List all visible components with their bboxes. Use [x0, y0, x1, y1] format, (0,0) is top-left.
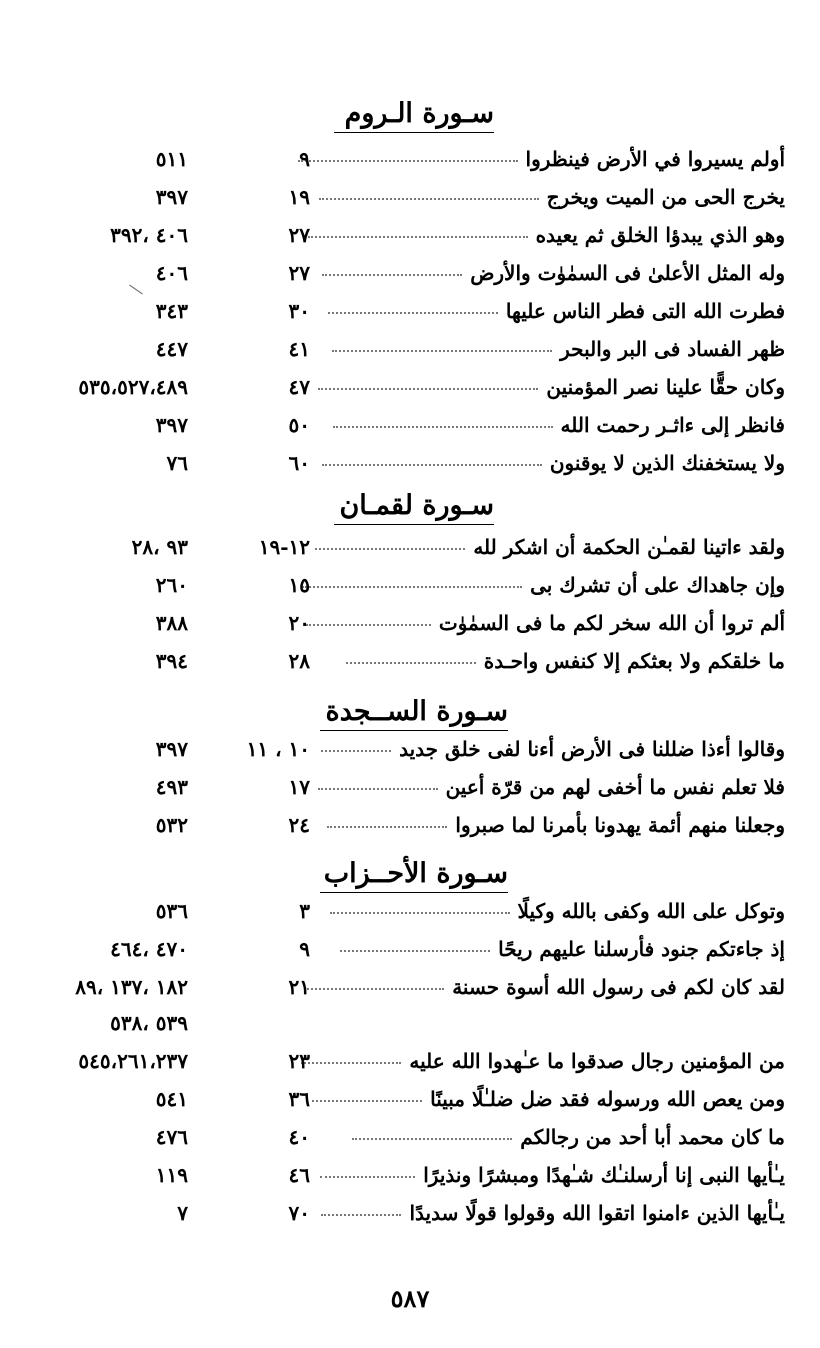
- index-row: [0, 970, 820, 1008]
- index-row: [0, 332, 820, 370]
- ayah-number: ٢١: [288, 975, 310, 999]
- page-number: ٥٨٧: [390, 1284, 430, 1313]
- ayah-number: ١٢-١٩: [258, 535, 310, 559]
- ayah-number: ٧٠: [288, 1201, 310, 1225]
- ayah-number: ٣٠: [288, 299, 310, 323]
- dot-leader: [322, 274, 462, 276]
- title-underline: [334, 132, 494, 133]
- dot-leader: [328, 312, 498, 314]
- dot-leader: [319, 198, 539, 200]
- verse-text: فطرت الله التى فطر الناس عليها: [328, 294, 785, 328]
- index-row: [0, 1196, 820, 1234]
- index-row: [0, 218, 820, 256]
- ayah-number: ٢٨: [288, 649, 310, 673]
- verse-text: يـٰأيها النبى إنا أرسلنـٰك شـٰهدًا ومبشرًا ونذيرًا: [320, 1158, 785, 1192]
- dot-leader: [330, 912, 510, 914]
- verse-text: وهو الذي يبدؤا الخلق ثم يعيده: [308, 218, 785, 252]
- ayah-number: ٥٠: [288, 413, 310, 437]
- verse-text: ألم تروا أن الله سخر لكم ما فى السمٰوٰت: [306, 606, 785, 640]
- ayah-number: ٣٦: [288, 1087, 310, 1111]
- ayah-number: ٤٧: [288, 375, 310, 399]
- verse-text: وكان حقًّا علينا نصر المؤمنين: [318, 370, 785, 404]
- ayah-number: ١٩: [288, 185, 310, 209]
- page-references: ٥٣٢: [155, 813, 188, 837]
- ayah-number: ١٥: [288, 573, 310, 597]
- surah-title: سـورة لقمـان: [339, 490, 494, 521]
- verse-text: فانظر إلى ءاثـر رحمت الله: [333, 408, 785, 442]
- index-row: [0, 1044, 820, 1082]
- page-references: ١١٩: [155, 1163, 188, 1187]
- page-references: ٥١١: [155, 147, 188, 171]
- verse-text: ومن يعص الله ورسوله فقد ضل ضلـٰلًا مبينًا: [312, 1082, 785, 1116]
- dot-leader: [312, 1100, 422, 1102]
- index-row: [0, 408, 820, 446]
- index-row: [0, 1082, 820, 1120]
- dot-leader: [318, 788, 438, 790]
- dot-leader: [320, 1176, 415, 1178]
- ayah-number: ٩: [299, 147, 310, 171]
- dot-leader: [321, 1214, 401, 1216]
- dot-leader: [306, 624, 431, 626]
- page-references: ٤٠٦: [155, 261, 188, 285]
- verse-text: ما كان محمد أبا أحد من رجالكم: [352, 1120, 785, 1154]
- index-row: [0, 530, 820, 568]
- page-references: ٣٤٣: [155, 299, 188, 323]
- verse-text: ولا يستخفنك الذين لا يوقنون: [322, 446, 785, 480]
- page-references: ٣٩٧: [155, 413, 188, 437]
- verse-text: وإن جاهداك على أن تشرك بى: [302, 568, 785, 602]
- index-row: [0, 180, 820, 218]
- page-references: ٤٧٦: [155, 1125, 188, 1149]
- verse-text: وجعلنا منهم أئمة يهدونا بأمرنا لما صبروا: [327, 808, 785, 842]
- dot-leader: [340, 950, 490, 952]
- verse-text: وله المثل الأعلىٰ فى السمٰوٰت والأرض: [322, 256, 785, 290]
- page-references: ٤٠٦ ،٣٩٢: [110, 223, 188, 247]
- index-row: [0, 256, 820, 294]
- ayah-number: ١٠ ، ١١: [246, 737, 310, 761]
- verse-text: ما خلقكم ولا بعثكم إلا كنفس واحـدة: [346, 644, 785, 678]
- ayah-number: ٤٠: [288, 1125, 310, 1149]
- page-references: ٣٩٧: [155, 185, 188, 209]
- verse-text: فلا تعلم نفس ما أخفى لهم من قرّة أعين: [318, 770, 785, 804]
- surah-title: سـورة الأحــزاب: [323, 858, 508, 889]
- verse-text: أولم يسيروا في الأرض فينظروا: [298, 142, 785, 176]
- title-underline: [320, 892, 508, 893]
- ayah-number: ٢٧: [288, 261, 310, 285]
- surah-title: سـورة الـروم: [344, 98, 494, 129]
- verse-text: وقالوا أءذا ضللنا فى الأرض أءنا لفى خلق جديد: [321, 732, 785, 766]
- page-references: ٧٦: [166, 451, 188, 475]
- page-references: ١٨٢ ،١٣٧ ،٨٩: [75, 975, 188, 999]
- page-references: ٥٣٦: [155, 899, 188, 923]
- verse-text: ظهر الفساد فى البر والبحر: [332, 332, 785, 366]
- verse-text: من المؤمنين رجال صدقوا ما عـٰهدوا الله عليه: [301, 1044, 785, 1078]
- index-row: [0, 770, 820, 808]
- dot-leader: [308, 236, 528, 238]
- ayah-number: ٩: [299, 937, 310, 961]
- index-row: [0, 1158, 820, 1196]
- ayah-number: ١٧: [288, 775, 310, 799]
- page-references: ٤٩٣: [155, 775, 188, 799]
- index-row: [0, 894, 820, 932]
- ayah-number: ٣: [299, 899, 310, 923]
- dot-leader: [318, 388, 538, 390]
- page-references: ٣٨٨: [155, 611, 188, 635]
- ayah-number: ٢٤: [288, 813, 310, 837]
- page-references: ٣٩٧: [155, 737, 188, 761]
- verse-text: ولقد ءاتينا لقمـٰن الحكمة أن اشكر لله: [315, 530, 785, 564]
- index-row: [0, 932, 820, 970]
- dot-leader: [321, 750, 391, 752]
- dot-leader: [333, 426, 553, 428]
- surah-title: سـورة الســجدة: [325, 696, 508, 727]
- ayah-number: ٢٣: [288, 1049, 310, 1073]
- verse-text: يخرج الحى من الميت ويخرج: [319, 180, 785, 214]
- index-row: [0, 568, 820, 606]
- index-row: [0, 370, 820, 408]
- index-row: [0, 1120, 820, 1158]
- ayah-number: ٤٦: [288, 1163, 310, 1187]
- page-references: ٤٤٧: [155, 337, 188, 361]
- page-references: ٥٤١: [155, 1087, 188, 1111]
- verse-text: إذ جاءتكم جنود فأرسلنا عليهم ريحًا: [340, 932, 785, 966]
- page-references: ٤٧٠ ،٤٦٤: [110, 937, 188, 961]
- index-row: [0, 294, 820, 332]
- title-underline: [320, 730, 508, 731]
- page-references: ٧: [177, 1201, 188, 1225]
- ayah-number: ٤١: [288, 337, 310, 361]
- index-row: [0, 732, 820, 770]
- index-row: [0, 606, 820, 644]
- verse-text: يـٰأيها الذين ءامنوا اتقوا الله وقولوا قولًا سديدًا: [321, 1196, 785, 1230]
- ayah-number: ٢٧: [288, 223, 310, 247]
- index-row: [0, 142, 820, 180]
- page-references: ٣٩٤: [155, 649, 188, 673]
- index-row: [0, 808, 820, 846]
- title-underline: [334, 524, 494, 525]
- ayah-number: ٢٠: [288, 611, 310, 635]
- dot-leader: [322, 464, 542, 466]
- page-references: ٥٣٥،٥٢٧،٤٨٩: [78, 375, 188, 399]
- index-row-continued: [0, 1006, 820, 1044]
- dot-leader: [327, 826, 447, 828]
- dot-leader: [301, 1062, 401, 1064]
- dot-leader: [298, 160, 518, 162]
- dot-leader: [352, 1138, 512, 1140]
- verse-text: وتوكل على الله وكفى بالله وكيلًا: [330, 894, 785, 928]
- index-row: [0, 644, 820, 682]
- page-references: ٩٣ ،٢٨: [131, 535, 188, 559]
- dot-leader: [304, 988, 444, 990]
- page-references: ٢٦٠: [155, 573, 188, 597]
- dot-leader: [302, 586, 522, 588]
- dot-leader: [346, 662, 476, 664]
- dot-leader: [332, 350, 552, 352]
- index-row: [0, 446, 820, 484]
- dot-leader: [315, 548, 465, 550]
- ayah-number: ٦٠: [288, 451, 310, 475]
- verse-text: لقد كان لكم فى رسول الله أسوة حسنة: [304, 970, 785, 1004]
- page-references-continued: ٥٣٩ ،٥٣٨: [110, 1011, 188, 1035]
- page-references: ٥٤٥،٢٦١،٢٣٧: [78, 1049, 188, 1073]
